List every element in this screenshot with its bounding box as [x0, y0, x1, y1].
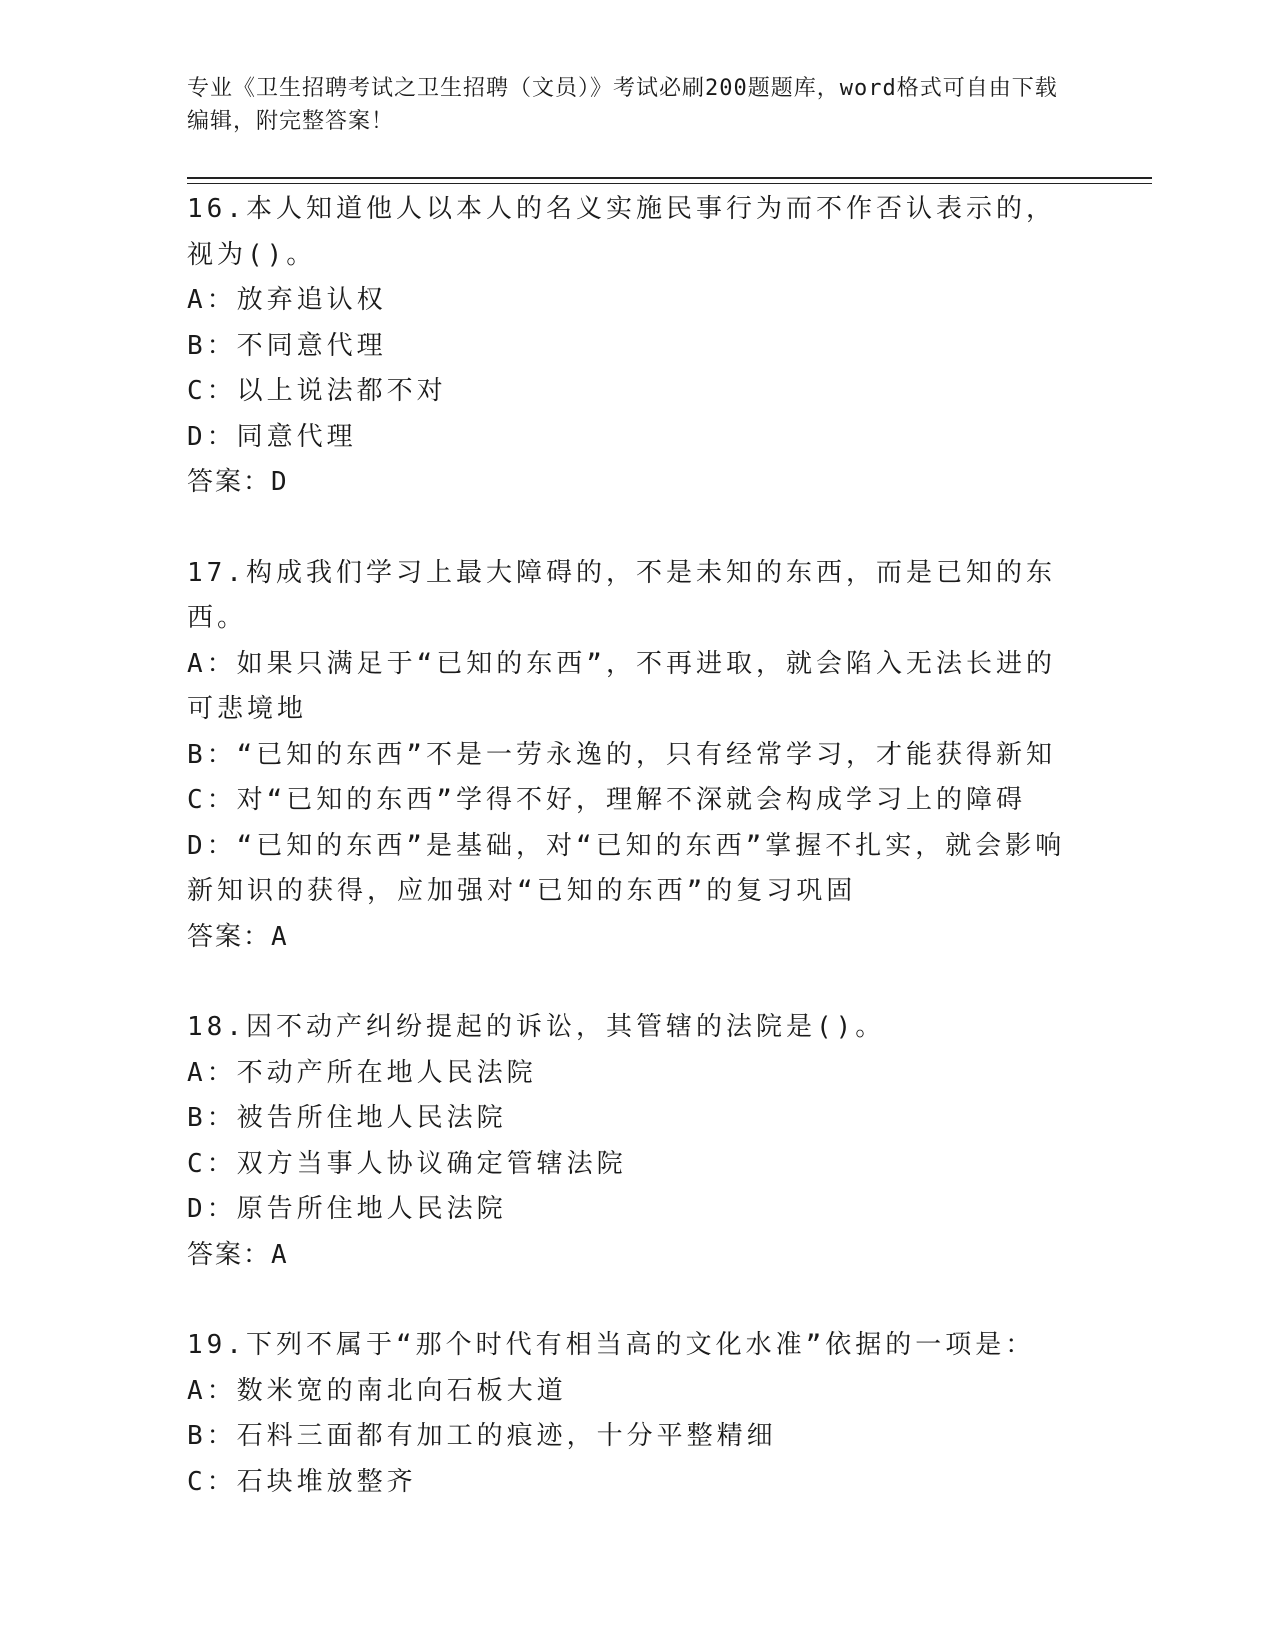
- answer-value: A: [271, 1239, 289, 1270]
- option-c: C：以上说法都不对: [187, 376, 447, 406]
- option-d: D：“已知的东西”是基础，对“已知的东西”掌握不扎实，就会影响新知识的获得，应加强对“已知的东西”的复习巩固: [187, 830, 1066, 906]
- option-a: A：放弃追认权: [187, 285, 387, 315]
- option-a: A：不动产所在地人民法院: [187, 1057, 537, 1088]
- question-list: [187, 187, 1067, 1550]
- question-stem: 17.构成我们学习上最大障碍的，不是未知的东西，而是已知的东西。: [187, 557, 1056, 633]
- option-d: D：原告所住地人民法院: [187, 1194, 507, 1224]
- option-c: C：双方当事人协议确定管辖法院: [187, 1148, 627, 1179]
- question-18: [187, 1005, 1067, 1278]
- answer-value: D: [271, 467, 289, 497]
- answer-line: [187, 1233, 1067, 1279]
- question-19: [187, 1323, 1067, 1505]
- question-stem: 18.因不动产纠纷提起的诉讼，其管辖的法院是()。: [187, 1012, 886, 1042]
- question-stem: 16.本人知道他人以本人的名义实施民事行为而不作否认表示的，视为()。: [187, 194, 1056, 270]
- answer-line: [187, 915, 1067, 961]
- option-a: A：如果只满足于“已知的东西”，不再进取，就会陷入无法长进的可悲境地: [187, 648, 1056, 724]
- answer-value: A: [271, 921, 289, 952]
- header-rule-thin: [187, 183, 1152, 184]
- answer-label: 答案：: [187, 467, 272, 497]
- question-17: [187, 551, 1067, 961]
- answer-label: 答案：: [187, 921, 272, 952]
- option-d: D：同意代理: [187, 421, 357, 452]
- option-c: C：对“已知的东西”学得不好，理解不深就会构成学习上的障碍: [187, 785, 1026, 815]
- answer-line: [187, 460, 1067, 506]
- answer-label: 答案：: [187, 1239, 272, 1270]
- option-a: A：数米宽的南北向石板大道: [187, 1375, 567, 1406]
- option-c: C：石块堆放整齐: [187, 1466, 417, 1497]
- document-header: 专业《卫生招聘考试之卫生招聘（文员）》考试必刷200题题库，word格式可自由下载编辑，附完整答案！: [187, 76, 1058, 134]
- option-b: B：不同意代理: [187, 330, 387, 361]
- option-b: B：石料三面都有加工的痕迹，十分平整精细: [187, 1421, 777, 1451]
- question-stem: 19.下列不属于“那个时代有相当高的文化水准”依据的一项是：: [187, 1330, 1036, 1360]
- option-b: B：“已知的东西”不是一劳永逸的，只有经常学习，才能获得新知: [187, 739, 1056, 770]
- question-16: [187, 187, 1067, 506]
- option-b: B：被告所住地人民法院: [187, 1103, 507, 1133]
- header-rule-thick: [187, 177, 1152, 179]
